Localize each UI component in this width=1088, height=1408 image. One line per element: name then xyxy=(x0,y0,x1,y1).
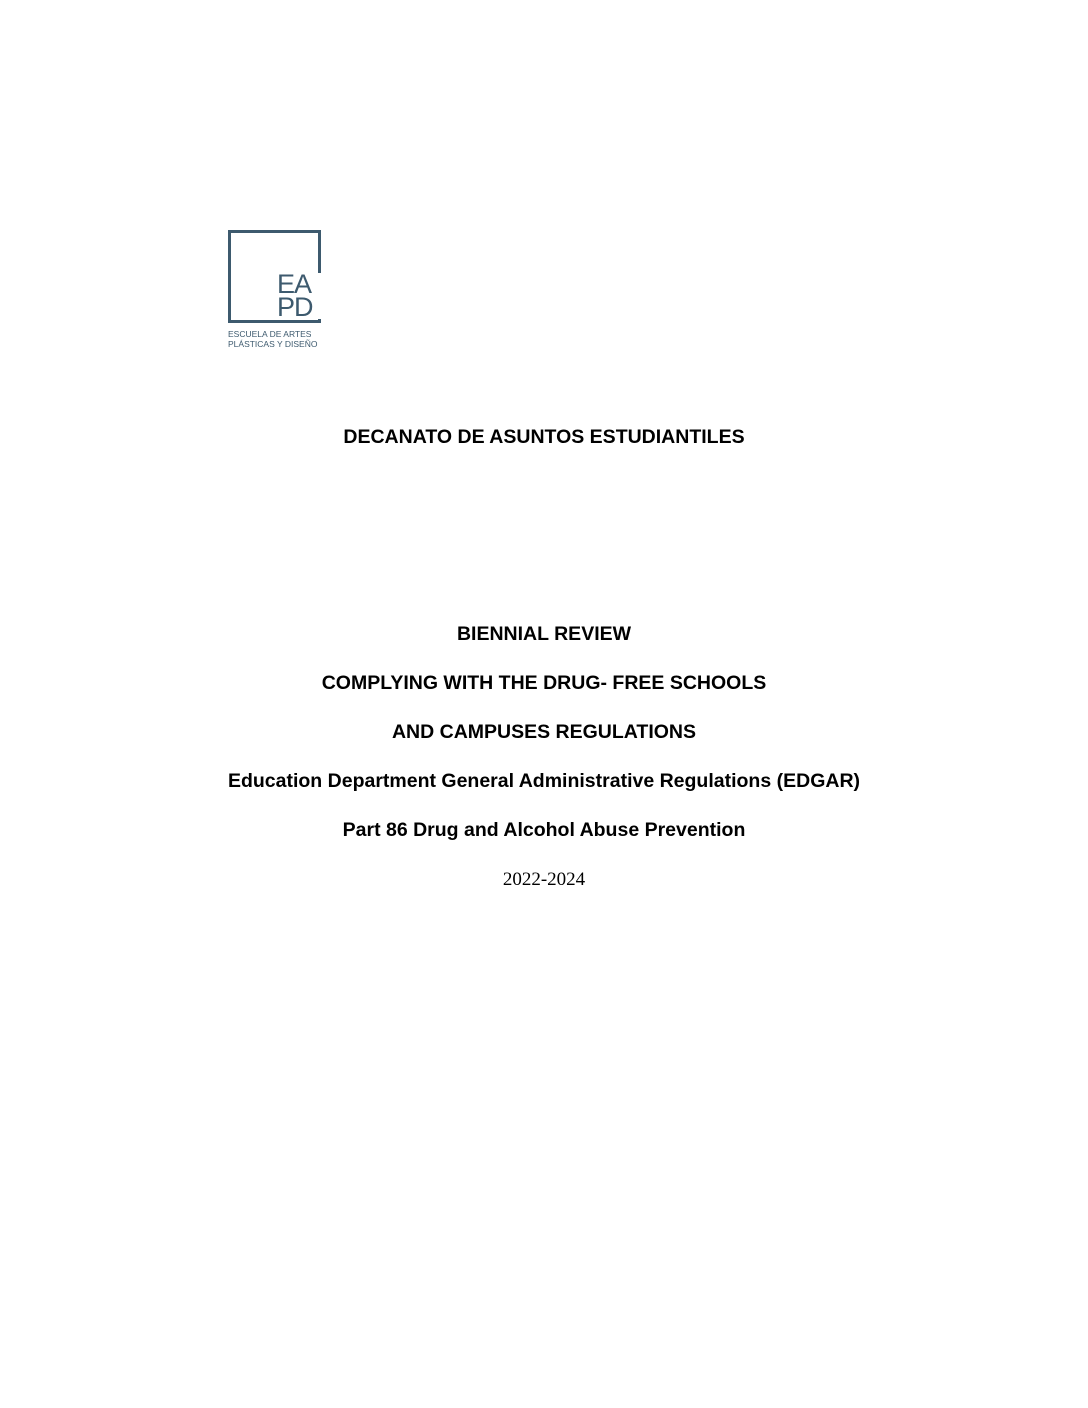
title-line-1: BIENNIAL REVIEW xyxy=(456,623,632,645)
review-years: 2022-2024 xyxy=(502,869,586,890)
title-line-3: AND CAMPUSES REGULATIONS xyxy=(391,721,697,743)
eapd-logo xyxy=(227,229,337,353)
logo-caption-line1: ESCUELA DE ARTES xyxy=(228,329,312,339)
logo-caption xyxy=(228,329,338,349)
title-line-2: COMPLYING WITH THE DRUG- FREE SCHOOLS xyxy=(321,672,767,694)
subtitle-line-1: Education Department General Administrative Regulations (EDGAR) xyxy=(227,770,861,792)
subtitle-line-2: Part 86 Drug and Alcohol Abuse Prevention xyxy=(342,819,746,841)
logo-monogram-line1: EA xyxy=(277,269,312,299)
logo-monogram-line2: PD xyxy=(277,292,313,322)
department-heading: DECANATO DE ASUNTOS ESTUDIANTILES xyxy=(343,426,745,448)
logo-monogram xyxy=(277,269,329,322)
logo-caption-line2: PLÁSTICAS Y DISEÑO xyxy=(228,339,318,349)
